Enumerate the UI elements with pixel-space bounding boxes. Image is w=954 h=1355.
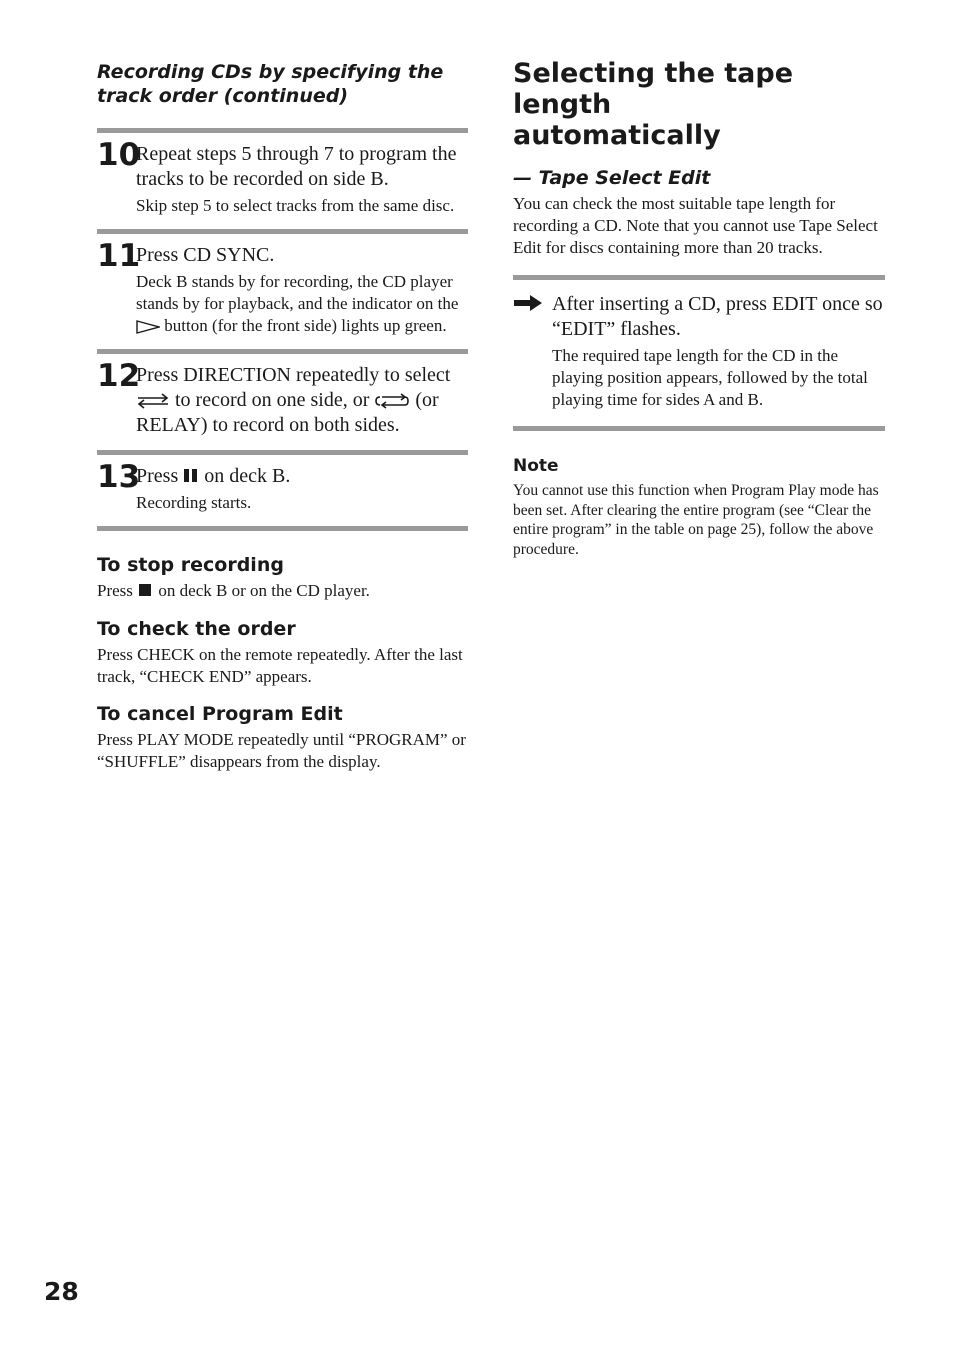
running-head-line1: Recording CDs by specifying the bbox=[97, 61, 444, 83]
step-instruction: After inserting a CD, press EDIT once so “EDIT” flashes. bbox=[552, 293, 883, 340]
check-order-heading: To check the order bbox=[97, 618, 296, 640]
step-detail-before: Deck B stands by for recording, the CD player stands by for playback, and the indicator on the bbox=[136, 272, 459, 313]
tape-select-step bbox=[513, 280, 885, 426]
relay-direction-icon bbox=[374, 393, 410, 409]
note-section bbox=[513, 455, 885, 559]
running-head bbox=[97, 60, 468, 128]
step-13 bbox=[97, 455, 468, 526]
arrow-right-icon bbox=[513, 295, 543, 311]
step-instruction-before: Press bbox=[136, 465, 179, 487]
check-order-section bbox=[97, 617, 468, 688]
right-column bbox=[513, 58, 885, 559]
step-instruction-before: Press DIRECTION repeatedly to select bbox=[136, 364, 451, 386]
step-instruction: Repeat steps 5 through 7 to program the tracks to be recorded on side B. bbox=[136, 143, 457, 190]
stop-recording-section bbox=[97, 553, 468, 602]
section-title-line1: Selecting the tape length bbox=[513, 58, 794, 120]
note-text: You cannot use this function when Program Play mode has been set. After clearing the entire program (see “Clear the entire program” in the table on page 25), follow the above procedure. bbox=[513, 482, 879, 558]
step-number: 13 bbox=[97, 459, 141, 495]
check-order-text: Press CHECK on the remote repeatedly. After the last track, “CHECK END” appears. bbox=[97, 645, 463, 686]
note-heading: Note bbox=[513, 456, 559, 476]
left-column bbox=[97, 60, 468, 773]
cancel-program-section bbox=[97, 702, 468, 773]
section-subtitle: — Tape Select Edit bbox=[513, 167, 711, 189]
stop-recording-text bbox=[97, 580, 468, 602]
running-head-line2: track order (continued) bbox=[97, 85, 349, 107]
step-detail: The required tape length for the CD in the playing position appears, followed by the total playing time for sides A and B. bbox=[552, 346, 868, 409]
section-title-line2: automatically bbox=[513, 120, 721, 151]
step-11 bbox=[97, 234, 468, 349]
stop-icon bbox=[139, 584, 151, 596]
cancel-program-heading: To cancel Program Edit bbox=[97, 703, 343, 725]
step-detail bbox=[136, 271, 468, 337]
step-instruction-middle: to record on one side, or bbox=[175, 389, 370, 411]
step-12 bbox=[97, 354, 468, 450]
step-instruction bbox=[136, 464, 468, 489]
step-instruction-after: on deck B. bbox=[204, 465, 291, 487]
step-number: 12 bbox=[97, 358, 141, 394]
step-number: 11 bbox=[97, 238, 141, 274]
step-number: 10 bbox=[97, 137, 141, 173]
step-divider bbox=[513, 426, 885, 431]
section-title bbox=[513, 58, 885, 151]
step-detail-after: button (for the front side) lights up green. bbox=[164, 316, 447, 335]
step-10 bbox=[97, 133, 468, 229]
stop-recording-heading: To stop recording bbox=[97, 554, 284, 576]
one-side-direction-icon bbox=[136, 393, 170, 409]
pause-icon bbox=[183, 468, 199, 483]
step-instruction-after: (or RELAY) to record on both sides. bbox=[136, 389, 439, 436]
cancel-program-text: Press PLAY MODE repeatedly until “PROGRAM” or “SHUFFLE” disappears from the display. bbox=[97, 730, 466, 771]
page-number: 28 bbox=[44, 1277, 79, 1306]
stop-recording-text-after: on deck B or on the CD player. bbox=[158, 581, 370, 600]
stop-recording-text-before: Press bbox=[97, 581, 133, 600]
section-intro: You can check the most suitable tape length for recording a CD. Note that you cannot use Tape Select Edit for discs containing more than 20 tracks. bbox=[513, 194, 878, 257]
step-instruction: Press CD SYNC. bbox=[136, 244, 275, 266]
step-detail: Skip step 5 to select tracks from the same disc. bbox=[136, 196, 455, 215]
step-divider bbox=[97, 526, 468, 531]
step-detail: Recording starts. bbox=[136, 493, 252, 512]
step-instruction bbox=[136, 363, 468, 438]
play-triangle-icon bbox=[136, 320, 160, 334]
